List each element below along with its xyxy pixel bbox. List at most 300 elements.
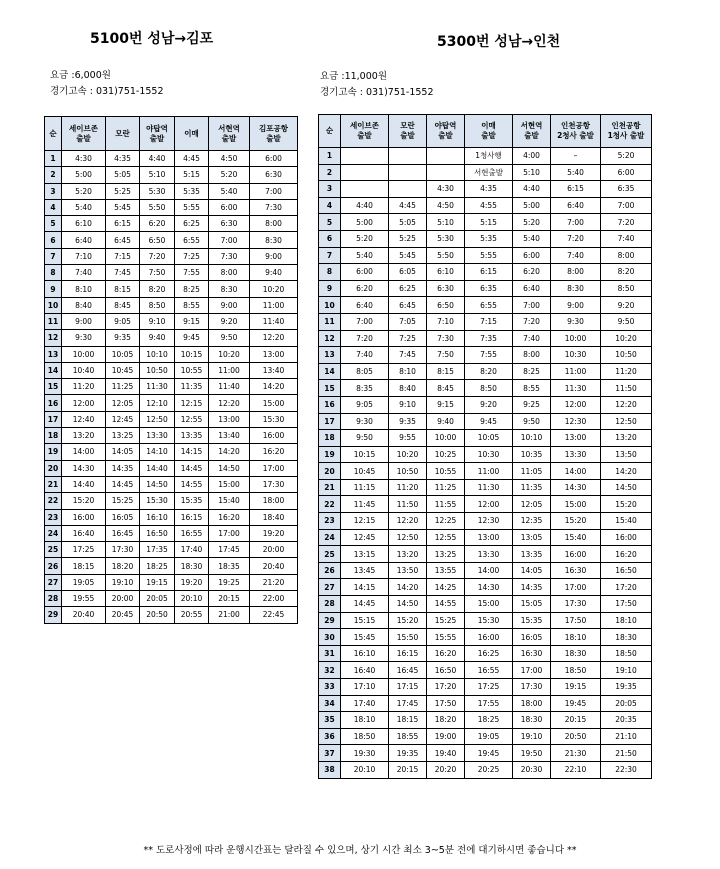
time-cell: 16:00 <box>62 509 106 525</box>
time-cell: 12:05 <box>106 395 140 411</box>
time-cell: 17:25 <box>465 679 513 696</box>
row-number: 32 <box>319 662 341 679</box>
row-number: 30 <box>319 629 341 646</box>
time-cell: 13:45 <box>341 562 389 579</box>
row-number: 7 <box>45 248 62 264</box>
time-cell: 6:05 <box>389 264 427 281</box>
right-route-title: 5300번 성남→인천 <box>437 34 561 50</box>
time-cell: 13:55 <box>427 562 465 579</box>
row-number: 13 <box>319 347 341 364</box>
time-cell: 12:00 <box>465 496 513 513</box>
time-cell: 6:00 <box>250 151 298 167</box>
table-row <box>45 297 298 313</box>
time-cell: 18:20 <box>427 712 465 729</box>
time-cell: 11:00 <box>465 463 513 480</box>
time-cell: 5:55 <box>175 199 209 215</box>
time-cell: 10:00 <box>551 330 601 347</box>
time-cell: 17:30 <box>106 542 140 558</box>
table-row <box>319 761 652 778</box>
row-number: 19 <box>319 446 341 463</box>
time-cell: 6:30 <box>250 167 298 183</box>
time-cell: 20:25 <box>465 761 513 778</box>
time-cell: 16:50 <box>601 562 652 579</box>
time-cell: 15:35 <box>175 493 209 509</box>
time-cell: 14:35 <box>513 579 551 596</box>
time-cell: 9:25 <box>513 396 551 413</box>
time-cell: 12:35 <box>513 513 551 530</box>
table-row <box>319 230 652 247</box>
time-cell: 4:55 <box>465 197 513 214</box>
time-cell: 13:00 <box>465 529 513 546</box>
time-cell: 4:40 <box>140 151 175 167</box>
time-cell: 5:35 <box>465 230 513 247</box>
time-cell: 8:20 <box>465 363 513 380</box>
row-number: 5 <box>319 214 341 231</box>
time-cell: 10:00 <box>427 430 465 447</box>
time-cell: 14:20 <box>209 444 250 460</box>
time-cell: 20:20 <box>427 761 465 778</box>
table-row <box>319 679 652 696</box>
time-cell: 21:10 <box>601 728 652 745</box>
table-row <box>45 313 298 329</box>
time-cell: 8:15 <box>106 281 140 297</box>
time-cell: 11:00 <box>209 362 250 378</box>
column-header: 모란 <box>106 117 140 151</box>
table-row <box>45 183 298 199</box>
time-cell: 16:45 <box>106 525 140 541</box>
table-row <box>319 330 652 347</box>
table-row <box>319 496 652 513</box>
time-cell: 13:40 <box>250 362 298 378</box>
time-cell: 16:00 <box>551 546 601 563</box>
time-cell: 5:40 <box>62 199 106 215</box>
row-number: 9 <box>319 280 341 297</box>
time-cell: 15:35 <box>513 612 551 629</box>
time-cell: 21:00 <box>209 607 250 623</box>
time-cell: 17:20 <box>427 679 465 696</box>
row-number: 16 <box>319 396 341 413</box>
row-number: 11 <box>319 313 341 330</box>
time-cell: 19:05 <box>465 728 513 745</box>
time-cell: 16:30 <box>513 645 551 662</box>
time-cell: 18:30 <box>175 558 209 574</box>
time-cell: 14:40 <box>140 460 175 476</box>
time-cell: 서현출발 <box>465 164 513 181</box>
column-header: 인천공항 1청사 출발 <box>601 115 652 148</box>
table-row <box>319 197 652 214</box>
row-number: 20 <box>45 460 62 476</box>
time-cell: 17:55 <box>465 695 513 712</box>
time-cell: 12:20 <box>209 395 250 411</box>
time-cell: 14:30 <box>551 479 601 496</box>
time-cell: 8:55 <box>513 380 551 397</box>
time-cell: 21:50 <box>601 745 652 762</box>
time-cell: 8:20 <box>140 281 175 297</box>
time-cell: 19:05 <box>62 574 106 590</box>
time-cell: 14:20 <box>250 379 298 395</box>
time-cell: 21:30 <box>551 745 601 762</box>
time-cell: 14:55 <box>427 596 465 613</box>
table-row <box>45 591 298 607</box>
row-number: 21 <box>319 479 341 496</box>
table-row <box>45 525 298 541</box>
table-row <box>45 330 298 346</box>
row-number: 35 <box>319 712 341 729</box>
time-cell: 11:20 <box>601 363 652 380</box>
time-cell <box>427 148 465 165</box>
row-number: 2 <box>319 164 341 181</box>
time-cell: 7:10 <box>62 248 106 264</box>
table-row <box>319 347 652 364</box>
table-row <box>319 363 652 380</box>
table-row <box>45 395 298 411</box>
row-number: 33 <box>319 679 341 696</box>
time-cell: 5:10 <box>140 167 175 183</box>
time-cell: 1청사행 <box>465 148 513 165</box>
row-number: 17 <box>319 413 341 430</box>
time-cell: 18:15 <box>389 712 427 729</box>
time-cell: 6:30 <box>427 280 465 297</box>
time-cell: 19:50 <box>513 745 551 762</box>
time-cell: 7:50 <box>427 347 465 364</box>
time-cell: 14:00 <box>551 463 601 480</box>
time-cell: 14:00 <box>465 562 513 579</box>
table-row <box>319 662 652 679</box>
time-cell: 18:00 <box>513 695 551 712</box>
time-cell: 14:50 <box>601 479 652 496</box>
time-cell: 14:15 <box>175 444 209 460</box>
table-row <box>319 513 652 530</box>
table-row <box>319 297 652 314</box>
time-cell: 9:20 <box>209 313 250 329</box>
time-cell: 6:50 <box>427 297 465 314</box>
time-cell <box>341 181 389 198</box>
time-cell: 14:55 <box>175 476 209 492</box>
time-cell: 5:20 <box>601 148 652 165</box>
time-cell: 10:20 <box>389 446 427 463</box>
time-cell: 13:20 <box>601 430 652 447</box>
table-row <box>319 214 652 231</box>
time-cell: 8:50 <box>140 297 175 313</box>
time-cell: 5:20 <box>341 230 389 247</box>
time-cell: 10:50 <box>601 347 652 364</box>
row-number: 8 <box>45 265 62 281</box>
time-cell: 9:10 <box>140 313 175 329</box>
time-cell: 8:05 <box>341 363 389 380</box>
table-row <box>319 728 652 745</box>
time-cell: 11:40 <box>209 379 250 395</box>
time-cell: 20:00 <box>250 542 298 558</box>
time-cell: 4:50 <box>427 197 465 214</box>
time-cell: 12:45 <box>106 411 140 427</box>
row-number: 23 <box>45 509 62 525</box>
time-cell: 6:35 <box>601 181 652 198</box>
time-cell: 5:30 <box>427 230 465 247</box>
time-cell: 19:40 <box>427 745 465 762</box>
time-cell: 17:50 <box>551 612 601 629</box>
time-cell: 22:30 <box>601 761 652 778</box>
time-cell: 9:00 <box>250 248 298 264</box>
time-cell: 7:40 <box>341 347 389 364</box>
time-cell: 10:15 <box>341 446 389 463</box>
time-cell: 20:40 <box>62 607 106 623</box>
time-cell: 14:45 <box>106 476 140 492</box>
table-row <box>45 151 298 167</box>
row-number: 14 <box>45 362 62 378</box>
time-cell: 9:15 <box>175 313 209 329</box>
time-cell: 9:45 <box>465 413 513 430</box>
time-cell: 6:30 <box>209 216 250 232</box>
time-cell: 5:25 <box>389 230 427 247</box>
table-row <box>319 546 652 563</box>
table-row <box>319 430 652 447</box>
time-cell: 5:50 <box>140 199 175 215</box>
time-cell: 14:25 <box>427 579 465 596</box>
timetable-5300 <box>318 114 652 779</box>
time-cell: 9:15 <box>427 396 465 413</box>
time-cell: 20:50 <box>551 728 601 745</box>
time-cell: 17:30 <box>551 596 601 613</box>
time-cell: 17:20 <box>601 579 652 596</box>
table-row <box>319 247 652 264</box>
time-cell: 18:10 <box>341 712 389 729</box>
table-row <box>319 396 652 413</box>
time-cell: 7:20 <box>341 330 389 347</box>
time-cell: 7:30 <box>250 199 298 215</box>
time-cell: 19:35 <box>389 745 427 762</box>
time-cell: 13:15 <box>341 546 389 563</box>
time-cell: 11:35 <box>175 379 209 395</box>
time-cell: 9:40 <box>427 413 465 430</box>
time-cell: 15:00 <box>551 496 601 513</box>
time-cell: 8:15 <box>427 363 465 380</box>
time-cell: 8:55 <box>175 297 209 313</box>
time-cell: 8:30 <box>250 232 298 248</box>
table-row <box>319 629 652 646</box>
timetable-5100 <box>44 116 298 624</box>
time-cell: 13:00 <box>250 346 298 362</box>
time-cell <box>341 164 389 181</box>
time-cell: 20:15 <box>389 761 427 778</box>
table-row <box>45 265 298 281</box>
row-number: 10 <box>319 297 341 314</box>
time-cell: 14:20 <box>389 579 427 596</box>
time-cell: 8:00 <box>551 264 601 281</box>
time-cell: 9:40 <box>140 330 175 346</box>
time-cell: 10:10 <box>513 430 551 447</box>
time-cell: 17:50 <box>427 695 465 712</box>
row-number: 23 <box>319 513 341 530</box>
row-number: 19 <box>45 444 62 460</box>
time-cell: 10:50 <box>389 463 427 480</box>
row-number: 14 <box>319 363 341 380</box>
time-cell: 13:50 <box>389 562 427 579</box>
time-cell: 12:55 <box>427 529 465 546</box>
time-cell: 4:40 <box>341 197 389 214</box>
time-cell: 8:45 <box>427 380 465 397</box>
time-cell: 12:25 <box>427 513 465 530</box>
row-number: 16 <box>45 395 62 411</box>
row-number: 12 <box>319 330 341 347</box>
time-cell: 4:50 <box>209 151 250 167</box>
time-cell: 8:00 <box>513 347 551 364</box>
time-cell: 20:10 <box>175 591 209 607</box>
time-cell: 17:30 <box>513 679 551 696</box>
time-cell: 16:20 <box>601 546 652 563</box>
time-cell: 20:50 <box>140 607 175 623</box>
time-cell: 12:00 <box>551 396 601 413</box>
time-cell: 5:15 <box>175 167 209 183</box>
time-cell: 13:00 <box>551 430 601 447</box>
time-cell: 14:45 <box>341 596 389 613</box>
time-cell: 11:25 <box>427 479 465 496</box>
time-cell: 15:40 <box>209 493 250 509</box>
time-cell: 17:45 <box>209 542 250 558</box>
time-cell: 15:25 <box>106 493 140 509</box>
time-cell: 7:40 <box>513 330 551 347</box>
time-cell: 6:00 <box>209 199 250 215</box>
time-cell <box>389 181 427 198</box>
row-number: 31 <box>319 645 341 662</box>
time-cell: 5:05 <box>106 167 140 183</box>
time-cell: 8:00 <box>601 247 652 264</box>
time-cell: 12:15 <box>341 513 389 530</box>
time-cell: 19:45 <box>551 695 601 712</box>
time-cell: 15:30 <box>140 493 175 509</box>
time-cell: 7:55 <box>465 347 513 364</box>
column-header: 세이브존 출발 <box>62 117 106 151</box>
time-cell: 6:00 <box>513 247 551 264</box>
time-cell: 10:55 <box>427 463 465 480</box>
row-number: 28 <box>45 591 62 607</box>
time-cell: 12:30 <box>551 413 601 430</box>
row-number: 15 <box>319 380 341 397</box>
time-cell: 5:25 <box>106 183 140 199</box>
left-route-info <box>50 68 164 100</box>
time-cell: 7:10 <box>427 313 465 330</box>
time-cell: 4:45 <box>389 197 427 214</box>
time-cell: 4:45 <box>175 151 209 167</box>
table-row <box>319 181 652 198</box>
time-cell: 13:20 <box>389 546 427 563</box>
time-cell: 5:45 <box>106 199 140 215</box>
table-row <box>45 248 298 264</box>
table-row <box>45 199 298 215</box>
time-cell: 5:10 <box>513 164 551 181</box>
time-cell: 19:20 <box>250 525 298 541</box>
row-number: 36 <box>319 728 341 745</box>
row-number: 7 <box>319 247 341 264</box>
time-cell: 19:15 <box>551 679 601 696</box>
time-cell: 5:45 <box>389 247 427 264</box>
table-row <box>45 607 298 623</box>
time-cell: 13:25 <box>427 546 465 563</box>
row-number: 3 <box>319 181 341 198</box>
time-cell: 18:35 <box>209 558 250 574</box>
table-row <box>45 167 298 183</box>
time-cell: 6:50 <box>140 232 175 248</box>
time-cell: 7:40 <box>601 230 652 247</box>
time-cell: 9:50 <box>513 413 551 430</box>
header-row <box>45 117 298 151</box>
time-cell: 13:30 <box>140 428 175 444</box>
time-cell: 5:10 <box>427 214 465 231</box>
column-header: 서현역 출발 <box>513 115 551 148</box>
column-header: 모란 출발 <box>389 115 427 148</box>
time-cell <box>341 148 389 165</box>
row-number: 4 <box>319 197 341 214</box>
time-cell: 20:00 <box>106 591 140 607</box>
row-number: 24 <box>319 529 341 546</box>
time-cell: 15:25 <box>427 612 465 629</box>
table-row <box>45 558 298 574</box>
time-cell: 18:10 <box>601 612 652 629</box>
time-cell: 6:55 <box>465 297 513 314</box>
time-cell: 5:05 <box>389 214 427 231</box>
row-number: 6 <box>319 230 341 247</box>
time-cell: 6:20 <box>341 280 389 297</box>
time-cell: 5:35 <box>175 183 209 199</box>
time-cell: 18:50 <box>601 645 652 662</box>
time-cell: 8:10 <box>389 363 427 380</box>
time-cell: 12:00 <box>62 395 106 411</box>
time-cell: 4:30 <box>62 151 106 167</box>
time-cell: 15:00 <box>250 395 298 411</box>
time-cell: 19:20 <box>175 574 209 590</box>
time-cell: 7:45 <box>389 347 427 364</box>
time-cell: 6:40 <box>341 297 389 314</box>
header-row <box>319 115 652 148</box>
time-cell: 9:40 <box>250 265 298 281</box>
time-cell: 10:00 <box>62 346 106 362</box>
row-number: 13 <box>45 346 62 362</box>
time-cell: 20:55 <box>175 607 209 623</box>
row-number: 3 <box>45 183 62 199</box>
time-cell: 11:30 <box>140 379 175 395</box>
time-cell: 7:00 <box>601 197 652 214</box>
time-cell: 10:55 <box>175 362 209 378</box>
time-cell: 15:50 <box>389 629 427 646</box>
time-cell: 20:05 <box>601 695 652 712</box>
time-cell: 17:50 <box>601 596 652 613</box>
time-cell: 6:15 <box>106 216 140 232</box>
time-cell <box>389 164 427 181</box>
table-row <box>319 463 652 480</box>
time-cell: 13:05 <box>513 529 551 546</box>
time-cell: 18:25 <box>140 558 175 574</box>
row-number: 20 <box>319 463 341 480</box>
row-number: 1 <box>319 148 341 165</box>
time-cell: 8:25 <box>513 363 551 380</box>
time-cell: 18:25 <box>465 712 513 729</box>
time-cell: 16:45 <box>389 662 427 679</box>
time-cell: 7:40 <box>551 247 601 264</box>
time-cell: 15:45 <box>341 629 389 646</box>
time-cell: 18:50 <box>551 662 601 679</box>
left-contact: 경기고속 : 031)751-1552 <box>50 86 164 97</box>
time-cell: 11:30 <box>465 479 513 496</box>
time-cell: 15:20 <box>601 496 652 513</box>
table-row <box>319 596 652 613</box>
time-cell: 20:15 <box>551 712 601 729</box>
time-cell: 11:20 <box>62 379 106 395</box>
time-cell: 16:15 <box>389 645 427 662</box>
time-cell: 7:00 <box>209 232 250 248</box>
time-cell: 16:25 <box>465 645 513 662</box>
time-cell: 7:55 <box>175 265 209 281</box>
time-cell: 8:20 <box>601 264 652 281</box>
time-cell: 22:00 <box>250 591 298 607</box>
